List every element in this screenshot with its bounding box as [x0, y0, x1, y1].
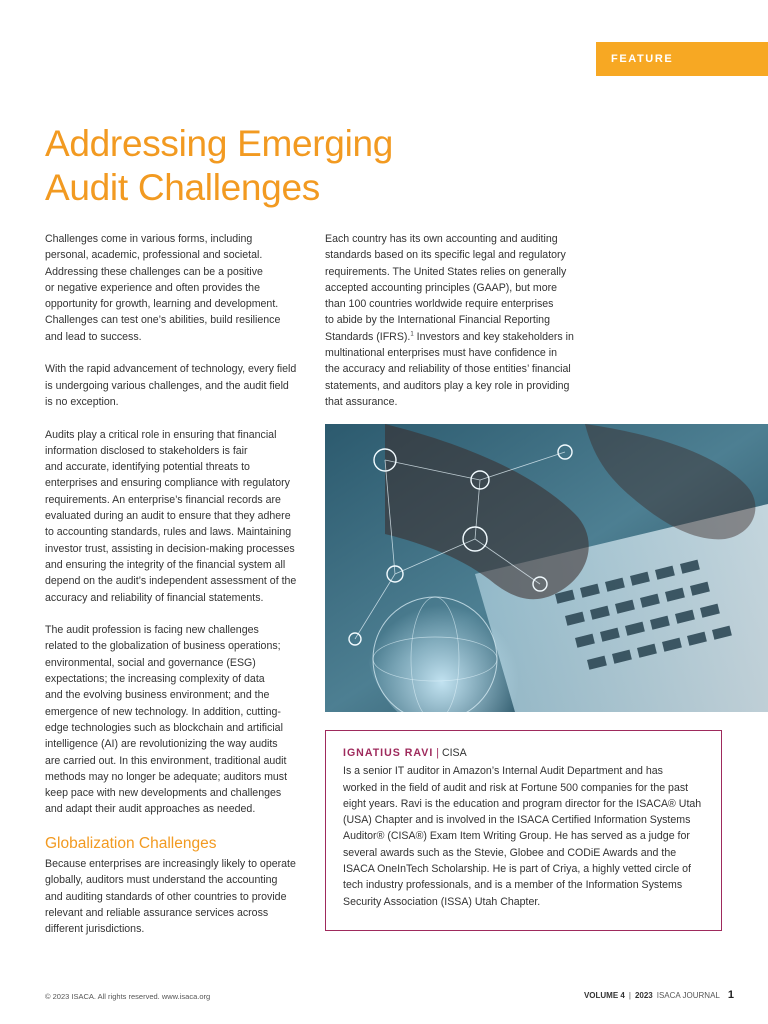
- article-title: [45, 122, 393, 209]
- title-line-1: Addressing Emerging: [45, 123, 394, 164]
- article-photo: [325, 424, 768, 712]
- footer-separator: |: [628, 991, 631, 1000]
- laptop-typing-illustration: [325, 424, 768, 712]
- author-heading: [343, 745, 704, 761]
- author-bio-box: [325, 730, 722, 931]
- paragraph-new-challenges: The audit profession is facing new challenges related to the globalization of business operations; environmental, social and governance (ESG) expectations; the increasing complexity of data and the evolving business environment; and the emergence of new technology. In addition, cutting- edge technologies such as blockchain and artificial intelligence (AI) are revolutionizing the way audits are carried out. In this environment, traditional audit methods may no longer be adequate; auditors must keep pace with new developments and challenges and adapt their audit approaches as needed.: [45, 624, 288, 816]
- author-credential: CISA: [441, 747, 467, 759]
- paragraph-intro: Challenges come in various forms, including personal, academic, professional and societal. Addressing these challenges can be a positive or negative experience and often provides the opportunity for growth, learning and development. Challenges can test one’s abilities, build resilience and lead to success.: [45, 233, 281, 343]
- subheading-globalization: Globalization Challenges: [45, 834, 217, 852]
- title-line-2: Audit Challenges: [45, 166, 320, 208]
- left-column: [45, 231, 307, 954]
- author-name: IGNATIUS RAVI: [343, 747, 434, 759]
- footer-copyright: © 2023 ISACA. All rights reserved. www.isaca.org: [45, 992, 211, 1001]
- paragraph-standards: Each country has its own accounting and auditing standards based on its specific legal and regulatory requirements. The United States relies on generally accepted accounting principles (GAAP), but more than 100 countries worldwide require enterprises to abide by the International Financial Reporting Standards (IFRS).$^1$ Investors and key stakeholders in multinational enterprises must have confidence in the accuracy and reliability of those entities’ financial statements, and auditors play a key role in providing that assurance.: [325, 231, 587, 410]
- footer-journal: ISACA JOURNAL: [656, 991, 720, 1000]
- footnote-ref[interactable]: 1: [410, 331, 414, 338]
- feature-tag: [596, 42, 768, 76]
- paragraph-audits-role: Audits play a critical role in ensuring that financial information disclosed to stakeholders is fair and accurate, identifying potential threats to enterprises and ensuring compliance with regulatory requirements. An enterprise’s financial records are evaluated during an audit to ensure that they adhere to accounting standards, rules and laws. Maintaining investor trust, assisting in decision-making processes and ensuring the integrity of the financial system all depend on the audit’s independent assessment of the accuracy and reliability of financial statements.: [45, 428, 297, 604]
- feature-tag-label: FEATURE: [611, 53, 674, 65]
- paragraph-technology: With the rapid advancement of technology, every field is undergoing various challenges, and the audit field is no exception.: [45, 363, 297, 408]
- footer-issue: [584, 989, 734, 1001]
- footer-year: 2023: [634, 991, 653, 1000]
- right-column: [325, 231, 587, 427]
- footnote-line: Standards (IFRS).$^1$ Investors and key stakeholders in: [325, 330, 574, 343]
- footer-volume: VOLUME 4: [583, 991, 625, 1000]
- author-separator: |: [433, 747, 442, 759]
- paragraph-globalization: Because enterprises are increasingly likely to operate globally, auditors must understand the accounting and auditing standards of other countries to provide relevant and reliable assurance services across different jurisdictions.: [45, 857, 296, 936]
- author-bio-text: Is a senior IT auditor in Amazon’s Internal Audit Department and has worked in the field of audit and risk at Fortune 500 companies for the past eight years. Ravi is the education and program director for the ISACA® Utah (USA) Chapter and is involved in the ISACA Certified Information Systems Auditor® (CISA®) Exam Item Writing Group. He has served as a judge for several awards such as the Stevie, Globee and CODiE Awards and the ISACA OneInTech Scholarship. He is part of Criya, a highly vetted circle of tech industry professionals, and is a member of the Information Systems Security Association (ISSA) Utah Chapter.: [343, 765, 702, 908]
- page-number: 1: [727, 989, 734, 1001]
